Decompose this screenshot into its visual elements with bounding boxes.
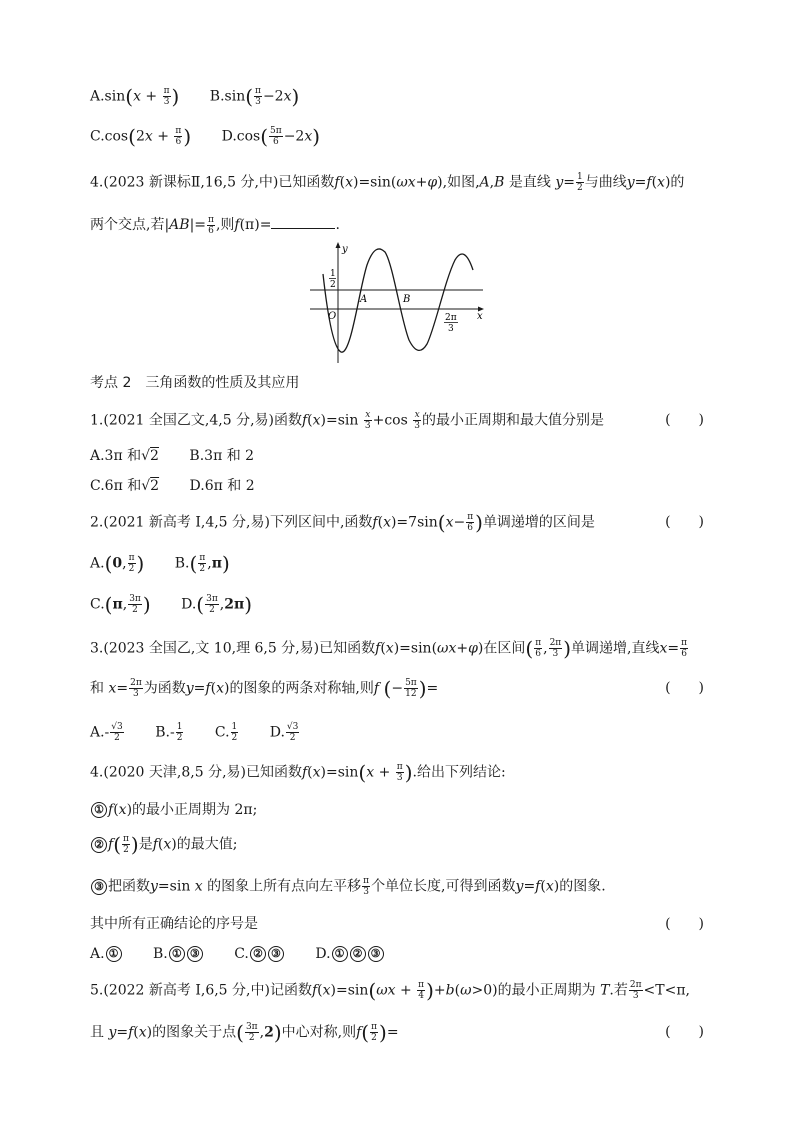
origin-label: O	[328, 311, 337, 322]
s2-q1-option-a[interactable]: A.3π 和√2	[90, 448, 159, 464]
point-a-label: A	[360, 294, 368, 305]
section-title: 考点 2 三角函数的性质及其应用	[90, 375, 300, 391]
s2-q4-option-b[interactable]: B. ① ③	[153, 944, 204, 964]
s2-q1-option-d[interactable]: D.6π 和 2	[189, 478, 255, 494]
s2-q4-option-c[interactable]: C. ② ③	[234, 944, 285, 964]
s2-q3-option-b[interactable]: B.- $\frac{1}{2}$	[155, 722, 183, 743]
prev-q3-options-row1	[90, 86, 325, 107]
s2-q1-options-row1	[90, 446, 280, 466]
s2-q4-option-a[interactable]: A. ①	[90, 944, 123, 964]
s2-q2-options-row2	[90, 594, 278, 615]
s2-q2-option-d[interactable]: D.( $\frac{3\pi}{2}$ ,2π)	[181, 592, 253, 617]
y-axis-label: y	[342, 244, 348, 255]
s2-q4-item3: ③ 把函数y=sin x 的图象上所有点向左平移 $\frac{\pi}{3}$ 个单位长度,可得到函数y=f(x)的图象.	[90, 876, 606, 897]
s2-q2-option-b[interactable]: B.( $\frac{\pi}{2}$ ,π)	[174, 551, 230, 576]
s2-q4-stem: 4.(2020 天津,8,5 分,易)已知函数f(x)=sin(x + $\frac{\pi}{3}$ ).给出下列结论:	[90, 760, 506, 785]
half-label-num: 1	[330, 269, 336, 279]
s2-q3-options	[90, 722, 326, 743]
tick-2pi3-num: 2π	[445, 313, 457, 323]
s2-q1-option-b[interactable]: B.3π 和 2	[189, 448, 255, 464]
prev-q3-option-c[interactable]: C.cos(2x + $\frac{\pi}{6}$ )	[90, 124, 192, 149]
s2-q3-option-d[interactable]: D. $\frac{√3}{2}$	[269, 722, 299, 743]
prev-q3-option-b[interactable]: B.sin( $\frac{\pi}{3}$ −2x)	[209, 84, 300, 109]
answer-paren: ( )	[665, 412, 704, 428]
s2-q4-conclusion: 其中所有正确结论的序号是 ( )	[90, 916, 704, 932]
s2-q2-option-c[interactable]: C.(π, $\frac{3\pi}{2}$ )	[90, 592, 151, 617]
s2-q1-options-row2	[90, 476, 281, 496]
s2-q1-option-c[interactable]: C.6π 和√2	[90, 478, 160, 494]
answer-paren: ( )	[665, 1024, 704, 1040]
s2-q4-options	[90, 944, 411, 964]
sine-graph	[305, 240, 490, 365]
s2-q3-line2: 和 x= $\frac{2\pi}{3}$ 为函数y=f(x)的图象的两条对称轴,则f (− $\frac{5\pi}{12}$ )= ( )	[90, 676, 704, 701]
point-b-label: B	[403, 294, 411, 305]
tick-2pi3-den: 3	[448, 324, 454, 334]
answer-paren: ( )	[665, 514, 704, 530]
prev-q3-option-d[interactable]: D.cos( $\frac{5\pi}{6}$ −2x)	[221, 124, 321, 149]
s2-q2-stem: 2.(2021 新高考 Ⅰ,4,5 分,易)下列区间中,函数f(x)=7sin(x− $\frac{\pi}{6}$ )单调递增的区间是 ( )	[90, 510, 704, 535]
prev-q4-stem: 4.(2023 新课标Ⅱ,16,5 分,中)已知函数f(x)=sin(ωx+φ),如图,A,B 是直线 y= $\frac{1}{2}$ 与曲线y=f(x)的	[90, 172, 685, 193]
s2-q5-stem: 5.(2022 新高考 Ⅰ,6,5 分,中)记函数f(x)=sin(ωx + $\frac{\pi}{4}$ )+b(ω>0)的最小正周期为 T.若 $\frac{2\pi}{3}$ <T<π,	[90, 978, 690, 1003]
x-axis-label: x	[477, 311, 483, 322]
s2-q3-stem: 3.(2023 全国乙,文 10,理 6,5 分,易)已知函数f(x)=sin(ωx+φ)在区间( $\frac{\pi}{6}$ , $\frac{2\pi}{3}$ )单调递增,直线x= $\frac{\pi}{6}$	[90, 636, 688, 661]
s2-q5-line2: 且 y=f(x)的图象关于点( $\frac{3\pi}{2}$ ,2)中心对称,则f( $\frac{\pi}{2}$ )= ( )	[90, 1020, 704, 1045]
answer-blank[interactable]	[271, 214, 335, 229]
s2-q2-options-row1	[90, 553, 256, 574]
s2-q4-item1: ① f(x)的最小正周期为 2π;	[90, 800, 257, 820]
s2-q2-option-a[interactable]: A.(0, $\frac{\pi}{2}$ )	[90, 551, 145, 576]
s2-q4-item2: ② f( $\frac{\pi}{2}$ )是f(x)的最大值;	[90, 834, 237, 855]
prev-q4-line2: 两个交点,若|AB|= $\frac{\pi}{6}$ ,则f(π)= .	[90, 214, 340, 236]
s2-q4-option-d[interactable]: D. ① ② ③	[315, 944, 384, 964]
sine-curve	[323, 249, 473, 352]
answer-paren: ( )	[665, 916, 704, 932]
prev-q3-options-row2	[90, 126, 346, 147]
s2-q3-option-a[interactable]: A.- $\frac{√3}{2}$	[90, 722, 123, 743]
prev-q3-option-a[interactable]: A.sin(x + $\frac{\pi}{3}$ )	[90, 84, 180, 109]
s2-q1-stem: 1.(2021 全国乙文,4,5 分,易)函数f(x)=sin $\frac{x}{3}$ +cos $\frac{x}{3}$ 的最小正周期和最大值分别是 ( )	[90, 410, 704, 431]
s2-q3-option-c[interactable]: C. $\frac{1}{2}$	[214, 722, 238, 743]
answer-paren: ( )	[665, 680, 704, 696]
half-label-den: 2	[330, 280, 336, 290]
